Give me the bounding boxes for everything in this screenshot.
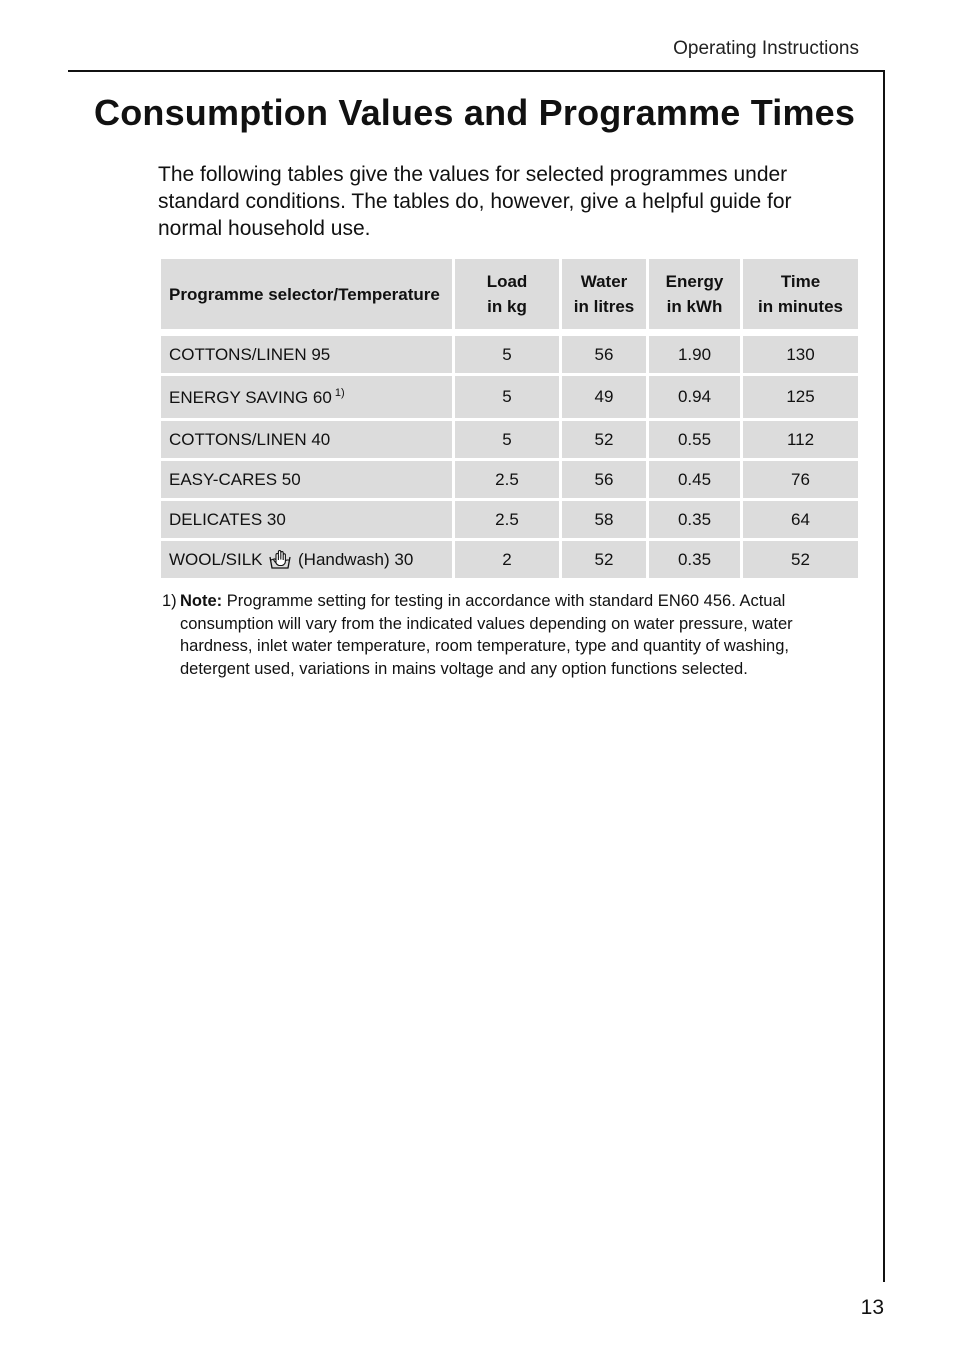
cell-programme: COTTONS/LINEN 95 (161, 336, 452, 373)
table-row (161, 501, 858, 538)
cell-load: 5 (455, 421, 559, 458)
programme-suffix: (Handwash) 30 (298, 550, 414, 569)
cell-time: 112 (743, 421, 858, 458)
cell-water: 56 (562, 336, 646, 373)
cell-programme: DELICATES 30 (161, 501, 452, 538)
header-rule (68, 70, 885, 72)
cell-water: 52 (562, 421, 646, 458)
cell-programme: EASY-CARES 50 (161, 461, 452, 498)
table-row (161, 376, 858, 418)
header-load-line1: Load (486, 272, 528, 291)
footnote-body (180, 590, 842, 680)
header-water-line2: in litres (573, 297, 635, 316)
cell-water: 49 (562, 376, 646, 418)
page-number: 13 (860, 1296, 884, 1319)
cell-water: 52 (562, 541, 646, 578)
page-title: Consumption Values and Programme Times (94, 92, 856, 133)
cell-time: 130 (743, 336, 858, 373)
programme-name: ENERGY SAVING 60 (169, 387, 332, 407)
header-load (455, 259, 559, 329)
cell-load: 2.5 (455, 501, 559, 538)
cell-energy: 0.55 (649, 421, 740, 458)
header-water (562, 259, 646, 329)
footnote-reference: 1) (334, 386, 345, 399)
cell-load: 5 (455, 336, 559, 373)
cell-programme: COTTONS/LINEN 40 (161, 421, 452, 458)
cell-load: 2 (455, 541, 559, 578)
running-header: Operating Instructions (673, 38, 859, 59)
footnote (162, 590, 842, 680)
table-row (161, 421, 858, 458)
cell-programme (161, 376, 452, 418)
cell-time: 76 (743, 461, 858, 498)
table-row (161, 461, 858, 498)
header-energy (649, 259, 740, 329)
cell-time: 64 (743, 501, 858, 538)
cell-programme (161, 541, 452, 578)
cell-energy: 0.35 (649, 541, 740, 578)
footnote-text: Programme setting for testing in accordance with standard EN60 456. Actual consumption will vary from the indicated values depending on water pressure, water hardness, inlet water temperature, room temperature, type and quantity of washing, detergent used, variations in mains voltage and any option functions selected. (180, 592, 793, 678)
header-programme: Programme selector/Temperature (161, 259, 452, 329)
consumption-table (158, 256, 861, 581)
table-spacer (161, 332, 858, 333)
handwash-icon (269, 549, 291, 569)
header-energy-line1: Energy (665, 272, 724, 291)
header-time-line1: Time (780, 272, 821, 291)
header-time (743, 259, 858, 329)
footnote-marker: 1) (162, 592, 177, 610)
cell-energy: 1.90 (649, 336, 740, 373)
cell-load: 2.5 (455, 461, 559, 498)
header-energy-line2: in kWh (666, 297, 723, 316)
cell-load: 5 (455, 376, 559, 418)
intro-paragraph: The following tables give the values for selected programmes under standard conditions. The tables do, however, give a helpful guide for normal household use. (158, 163, 792, 240)
header-time-line2: in minutes (757, 297, 843, 316)
spacer-cell (161, 332, 858, 333)
footnote-label: Note: (180, 592, 223, 610)
table-row (161, 541, 858, 578)
table-row (161, 336, 858, 373)
cell-water: 56 (562, 461, 646, 498)
table-header-row (161, 259, 858, 329)
cell-time: 52 (743, 541, 858, 578)
cell-energy: 0.94 (649, 376, 740, 418)
header-load-line2: in kg (487, 297, 527, 316)
cell-time: 125 (743, 376, 858, 418)
cell-energy: 0.45 (649, 461, 740, 498)
cell-energy: 0.35 (649, 501, 740, 538)
programme-name: WOOL/SILK (169, 550, 263, 569)
header-water-line1: Water (580, 272, 628, 291)
cell-water: 58 (562, 501, 646, 538)
side-rule (883, 70, 885, 1282)
